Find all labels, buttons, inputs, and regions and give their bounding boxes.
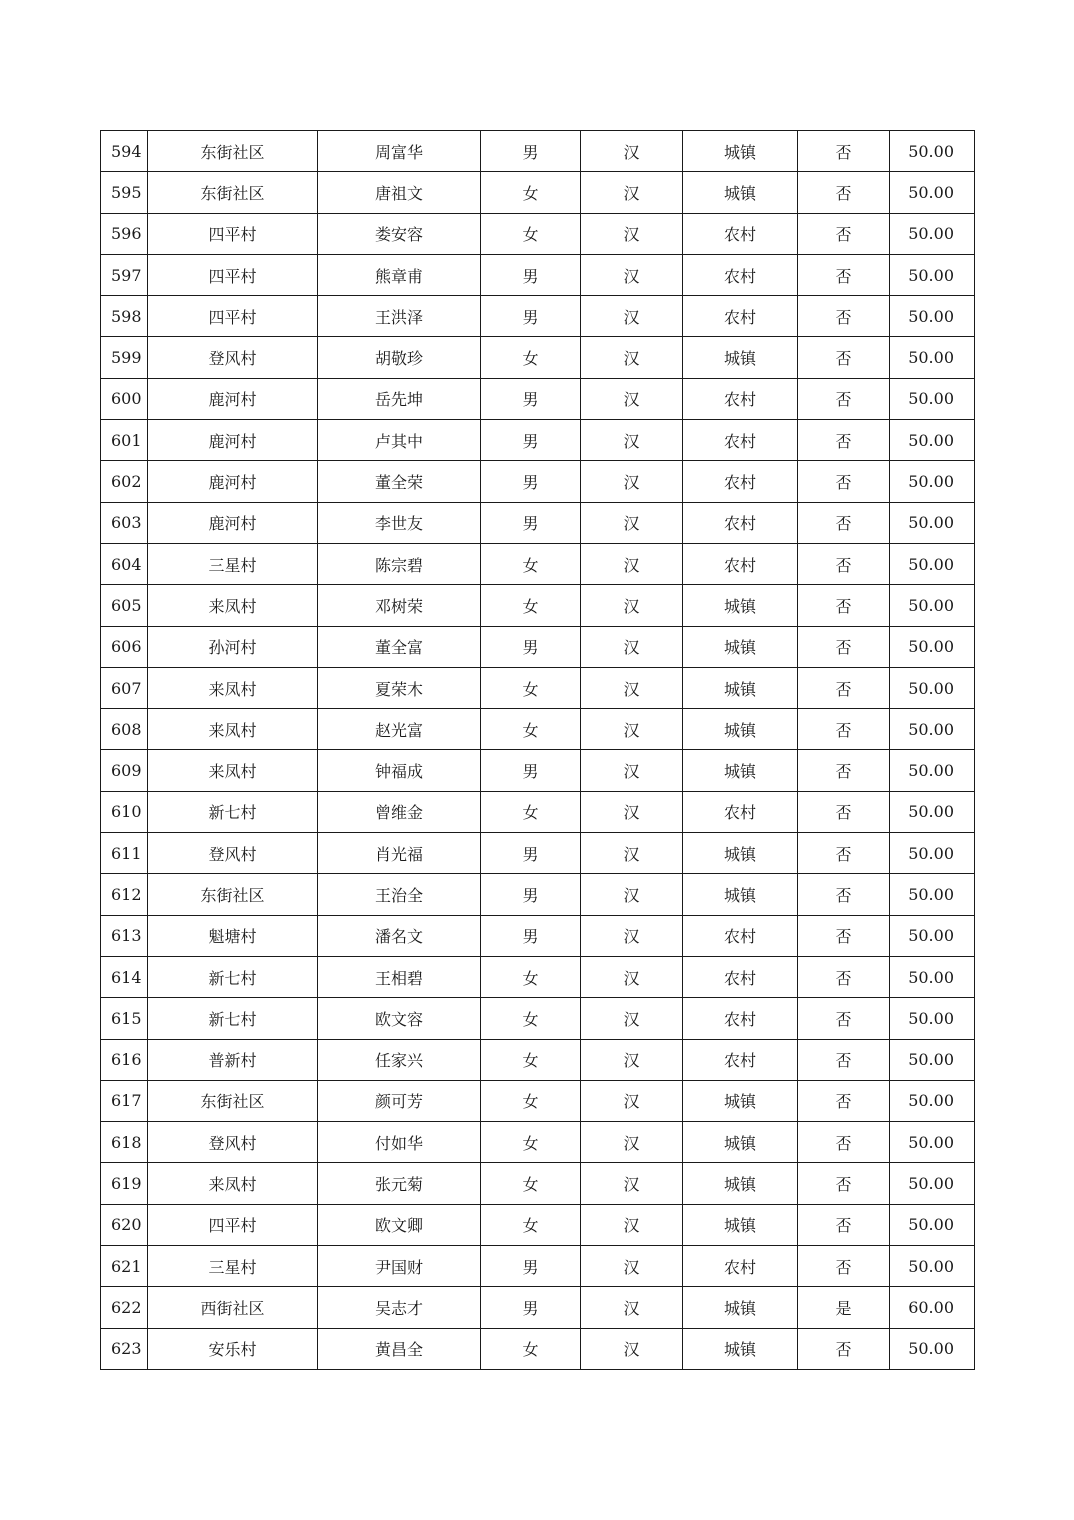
village-cell: 来凤村 (148, 709, 318, 750)
gender-cell: 女 (481, 1163, 581, 1204)
table-row (101, 874, 975, 915)
village-cell: 来凤村 (148, 667, 318, 708)
amount-cell: 50.00 (890, 461, 975, 502)
name-cell: 颜可芳 (318, 1080, 481, 1121)
table-row (101, 585, 975, 626)
flag-cell: 否 (798, 254, 890, 295)
residence-cell: 农村 (683, 1246, 798, 1287)
amount-cell: 50.00 (890, 791, 975, 832)
flag-cell: 否 (798, 1328, 890, 1369)
gender-cell: 男 (481, 420, 581, 461)
data-table (100, 130, 975, 1370)
name-cell: 娄安容 (318, 213, 481, 254)
ethnicity-cell: 汉 (581, 131, 683, 172)
residence-cell: 农村 (683, 1039, 798, 1080)
flag-cell: 否 (798, 378, 890, 419)
table-row (101, 1246, 975, 1287)
flag-cell: 否 (798, 626, 890, 667)
name-cell: 欧文卿 (318, 1204, 481, 1245)
row-number: 596 (101, 213, 148, 254)
flag-cell: 否 (798, 750, 890, 791)
ethnicity-cell: 汉 (581, 213, 683, 254)
residence-cell: 农村 (683, 461, 798, 502)
flag-cell: 否 (798, 667, 890, 708)
name-cell: 邓树荣 (318, 585, 481, 626)
ethnicity-cell: 汉 (581, 915, 683, 956)
name-cell: 周富华 (318, 131, 481, 172)
name-cell: 熊章甫 (318, 254, 481, 295)
amount-cell: 60.00 (890, 1287, 975, 1328)
village-cell: 普新村 (148, 1039, 318, 1080)
amount-cell: 50.00 (890, 172, 975, 213)
residence-cell: 城镇 (683, 709, 798, 750)
table-row (101, 502, 975, 543)
table-row (101, 131, 975, 172)
ethnicity-cell: 汉 (581, 626, 683, 667)
residence-cell: 农村 (683, 378, 798, 419)
table-row (101, 1039, 975, 1080)
ethnicity-cell: 汉 (581, 1204, 683, 1245)
village-cell: 登风村 (148, 1122, 318, 1163)
row-number: 598 (101, 296, 148, 337)
village-cell: 三星村 (148, 1246, 318, 1287)
table-row (101, 709, 975, 750)
row-number: 614 (101, 956, 148, 997)
row-number: 602 (101, 461, 148, 502)
ethnicity-cell: 汉 (581, 296, 683, 337)
row-number: 603 (101, 502, 148, 543)
village-cell: 来凤村 (148, 750, 318, 791)
table-row (101, 667, 975, 708)
residence-cell: 农村 (683, 296, 798, 337)
flag-cell: 否 (798, 709, 890, 750)
amount-cell: 50.00 (890, 626, 975, 667)
village-cell: 登风村 (148, 833, 318, 874)
residence-cell: 城镇 (683, 1287, 798, 1328)
name-cell: 董全富 (318, 626, 481, 667)
residence-cell: 农村 (683, 543, 798, 584)
amount-cell: 50.00 (890, 420, 975, 461)
row-number: 613 (101, 915, 148, 956)
flag-cell: 否 (798, 956, 890, 997)
residence-cell: 农村 (683, 420, 798, 461)
amount-cell: 50.00 (890, 337, 975, 378)
amount-cell: 50.00 (890, 1122, 975, 1163)
row-number: 610 (101, 791, 148, 832)
flag-cell: 否 (798, 1122, 890, 1163)
ethnicity-cell: 汉 (581, 1287, 683, 1328)
flag-cell: 否 (798, 874, 890, 915)
ethnicity-cell: 汉 (581, 956, 683, 997)
amount-cell: 50.00 (890, 1328, 975, 1369)
village-cell: 鹿河村 (148, 461, 318, 502)
table-row (101, 915, 975, 956)
table-row (101, 213, 975, 254)
flag-cell: 否 (798, 502, 890, 543)
table-row (101, 1287, 975, 1328)
name-cell: 黄昌全 (318, 1328, 481, 1369)
gender-cell: 女 (481, 1080, 581, 1121)
name-cell: 陈宗碧 (318, 543, 481, 584)
ethnicity-cell: 汉 (581, 172, 683, 213)
table-row (101, 461, 975, 502)
row-number: 612 (101, 874, 148, 915)
village-cell: 登风村 (148, 337, 318, 378)
gender-cell: 男 (481, 1246, 581, 1287)
village-cell: 四平村 (148, 213, 318, 254)
ethnicity-cell: 汉 (581, 750, 683, 791)
gender-cell: 男 (481, 378, 581, 419)
row-number: 597 (101, 254, 148, 295)
amount-cell: 50.00 (890, 1246, 975, 1287)
village-cell: 西街社区 (148, 1287, 318, 1328)
ethnicity-cell: 汉 (581, 461, 683, 502)
table-row (101, 420, 975, 461)
gender-cell: 女 (481, 1328, 581, 1369)
flag-cell: 否 (798, 131, 890, 172)
name-cell: 肖光福 (318, 833, 481, 874)
flag-cell: 否 (798, 585, 890, 626)
row-number: 607 (101, 667, 148, 708)
residence-cell: 城镇 (683, 667, 798, 708)
table-row (101, 1122, 975, 1163)
flag-cell: 否 (798, 543, 890, 584)
gender-cell: 女 (481, 709, 581, 750)
residence-cell: 城镇 (683, 337, 798, 378)
flag-cell: 否 (798, 1080, 890, 1121)
gender-cell: 女 (481, 585, 581, 626)
village-cell: 东街社区 (148, 131, 318, 172)
gender-cell: 男 (481, 131, 581, 172)
amount-cell: 50.00 (890, 213, 975, 254)
gender-cell: 男 (481, 750, 581, 791)
ethnicity-cell: 汉 (581, 543, 683, 584)
ethnicity-cell: 汉 (581, 998, 683, 1039)
name-cell: 王相碧 (318, 956, 481, 997)
gender-cell: 男 (481, 1287, 581, 1328)
gender-cell: 男 (481, 461, 581, 502)
ethnicity-cell: 汉 (581, 1328, 683, 1369)
residence-cell: 城镇 (683, 1204, 798, 1245)
amount-cell: 50.00 (890, 709, 975, 750)
flag-cell: 否 (798, 213, 890, 254)
table-row (101, 1204, 975, 1245)
flag-cell: 否 (798, 833, 890, 874)
village-cell: 四平村 (148, 296, 318, 337)
amount-cell: 50.00 (890, 1204, 975, 1245)
ethnicity-cell: 汉 (581, 1039, 683, 1080)
gender-cell: 男 (481, 874, 581, 915)
row-number: 608 (101, 709, 148, 750)
village-cell: 新七村 (148, 791, 318, 832)
residence-cell: 城镇 (683, 833, 798, 874)
table-row (101, 998, 975, 1039)
amount-cell: 50.00 (890, 915, 975, 956)
name-cell: 付如华 (318, 1122, 481, 1163)
gender-cell: 女 (481, 337, 581, 378)
village-cell: 新七村 (148, 956, 318, 997)
flag-cell: 否 (798, 337, 890, 378)
flag-cell: 否 (798, 461, 890, 502)
residence-cell: 农村 (683, 956, 798, 997)
residence-cell: 农村 (683, 502, 798, 543)
residence-cell: 农村 (683, 915, 798, 956)
ethnicity-cell: 汉 (581, 502, 683, 543)
row-number: 600 (101, 378, 148, 419)
row-number: 622 (101, 1287, 148, 1328)
gender-cell: 女 (481, 667, 581, 708)
table-row (101, 956, 975, 997)
row-number: 609 (101, 750, 148, 791)
village-cell: 鹿河村 (148, 378, 318, 419)
ethnicity-cell: 汉 (581, 1080, 683, 1121)
name-cell: 钟福成 (318, 750, 481, 791)
row-number: 601 (101, 420, 148, 461)
amount-cell: 50.00 (890, 378, 975, 419)
residence-cell: 城镇 (683, 1122, 798, 1163)
village-cell: 孙河村 (148, 626, 318, 667)
amount-cell: 50.00 (890, 750, 975, 791)
residence-cell: 城镇 (683, 874, 798, 915)
ethnicity-cell: 汉 (581, 337, 683, 378)
table-row (101, 791, 975, 832)
name-cell: 张元菊 (318, 1163, 481, 1204)
name-cell: 曾维金 (318, 791, 481, 832)
village-cell: 东街社区 (148, 172, 318, 213)
name-cell: 潘名文 (318, 915, 481, 956)
residence-cell: 城镇 (683, 1328, 798, 1369)
amount-cell: 50.00 (890, 998, 975, 1039)
ethnicity-cell: 汉 (581, 667, 683, 708)
gender-cell: 女 (481, 213, 581, 254)
village-cell: 新七村 (148, 998, 318, 1039)
name-cell: 岳先坤 (318, 378, 481, 419)
amount-cell: 50.00 (890, 956, 975, 997)
amount-cell: 50.00 (890, 296, 975, 337)
row-number: 621 (101, 1246, 148, 1287)
amount-cell: 50.00 (890, 254, 975, 295)
gender-cell: 女 (481, 1122, 581, 1163)
flag-cell: 否 (798, 791, 890, 832)
gender-cell: 男 (481, 833, 581, 874)
table-row (101, 254, 975, 295)
residence-cell: 城镇 (683, 585, 798, 626)
residence-cell: 城镇 (683, 1080, 798, 1121)
table-row (101, 337, 975, 378)
row-number: 595 (101, 172, 148, 213)
flag-cell: 否 (798, 1039, 890, 1080)
village-cell: 东街社区 (148, 874, 318, 915)
name-cell: 胡敬珍 (318, 337, 481, 378)
row-number: 606 (101, 626, 148, 667)
name-cell: 唐祖文 (318, 172, 481, 213)
flag-cell: 否 (798, 1204, 890, 1245)
row-number: 594 (101, 131, 148, 172)
table-row (101, 1328, 975, 1369)
amount-cell: 50.00 (890, 131, 975, 172)
row-number: 604 (101, 543, 148, 584)
ethnicity-cell: 汉 (581, 1122, 683, 1163)
table-row (101, 543, 975, 584)
table-row (101, 378, 975, 419)
ethnicity-cell: 汉 (581, 378, 683, 419)
gender-cell: 男 (481, 626, 581, 667)
gender-cell: 女 (481, 791, 581, 832)
residence-cell: 城镇 (683, 1163, 798, 1204)
row-number: 620 (101, 1204, 148, 1245)
amount-cell: 50.00 (890, 543, 975, 584)
amount-cell: 50.00 (890, 502, 975, 543)
flag-cell: 否 (798, 420, 890, 461)
name-cell: 吴志才 (318, 1287, 481, 1328)
ethnicity-cell: 汉 (581, 585, 683, 626)
residence-cell: 城镇 (683, 172, 798, 213)
row-number: 599 (101, 337, 148, 378)
village-cell: 鹿河村 (148, 502, 318, 543)
residence-cell: 农村 (683, 791, 798, 832)
row-number: 617 (101, 1080, 148, 1121)
table-row (101, 833, 975, 874)
name-cell: 尹国财 (318, 1246, 481, 1287)
row-number: 623 (101, 1328, 148, 1369)
name-cell: 卢其中 (318, 420, 481, 461)
ethnicity-cell: 汉 (581, 709, 683, 750)
amount-cell: 50.00 (890, 585, 975, 626)
name-cell: 夏荣木 (318, 667, 481, 708)
gender-cell: 女 (481, 998, 581, 1039)
gender-cell: 女 (481, 1204, 581, 1245)
name-cell: 任家兴 (318, 1039, 481, 1080)
table-body (101, 131, 975, 1370)
row-number: 615 (101, 998, 148, 1039)
gender-cell: 女 (481, 956, 581, 997)
flag-cell: 否 (798, 1163, 890, 1204)
flag-cell: 是 (798, 1287, 890, 1328)
village-cell: 来凤村 (148, 1163, 318, 1204)
village-cell: 鹿河村 (148, 420, 318, 461)
row-number: 616 (101, 1039, 148, 1080)
village-cell: 三星村 (148, 543, 318, 584)
gender-cell: 男 (481, 254, 581, 295)
gender-cell: 男 (481, 296, 581, 337)
village-cell: 魁塘村 (148, 915, 318, 956)
row-number: 618 (101, 1122, 148, 1163)
residence-cell: 城镇 (683, 626, 798, 667)
residence-cell: 城镇 (683, 750, 798, 791)
village-cell: 四平村 (148, 254, 318, 295)
village-cell: 安乐村 (148, 1328, 318, 1369)
ethnicity-cell: 汉 (581, 791, 683, 832)
ethnicity-cell: 汉 (581, 1163, 683, 1204)
ethnicity-cell: 汉 (581, 420, 683, 461)
name-cell: 董全荣 (318, 461, 481, 502)
residence-cell: 农村 (683, 998, 798, 1039)
amount-cell: 50.00 (890, 833, 975, 874)
amount-cell: 50.00 (890, 1163, 975, 1204)
residence-cell: 农村 (683, 254, 798, 295)
flag-cell: 否 (798, 296, 890, 337)
table-row (101, 1080, 975, 1121)
name-cell: 王治全 (318, 874, 481, 915)
amount-cell: 50.00 (890, 1080, 975, 1121)
ethnicity-cell: 汉 (581, 874, 683, 915)
table-row (101, 172, 975, 213)
row-number: 619 (101, 1163, 148, 1204)
gender-cell: 女 (481, 1039, 581, 1080)
ethnicity-cell: 汉 (581, 1246, 683, 1287)
gender-cell: 女 (481, 172, 581, 213)
gender-cell: 女 (481, 543, 581, 584)
village-cell: 四平村 (148, 1204, 318, 1245)
ethnicity-cell: 汉 (581, 254, 683, 295)
table-row (101, 296, 975, 337)
name-cell: 李世友 (318, 502, 481, 543)
flag-cell: 否 (798, 998, 890, 1039)
flag-cell: 否 (798, 172, 890, 213)
ethnicity-cell: 汉 (581, 833, 683, 874)
residence-cell: 城镇 (683, 131, 798, 172)
table-row (101, 1163, 975, 1204)
flag-cell: 否 (798, 1246, 890, 1287)
amount-cell: 50.00 (890, 667, 975, 708)
amount-cell: 50.00 (890, 874, 975, 915)
gender-cell: 男 (481, 915, 581, 956)
row-number: 611 (101, 833, 148, 874)
village-cell: 来凤村 (148, 585, 318, 626)
amount-cell: 50.00 (890, 1039, 975, 1080)
name-cell: 欧文容 (318, 998, 481, 1039)
name-cell: 赵光富 (318, 709, 481, 750)
row-number: 605 (101, 585, 148, 626)
table-row (101, 750, 975, 791)
name-cell: 王洪泽 (318, 296, 481, 337)
flag-cell: 否 (798, 915, 890, 956)
village-cell: 东街社区 (148, 1080, 318, 1121)
gender-cell: 男 (481, 502, 581, 543)
residence-cell: 农村 (683, 213, 798, 254)
table-row (101, 626, 975, 667)
